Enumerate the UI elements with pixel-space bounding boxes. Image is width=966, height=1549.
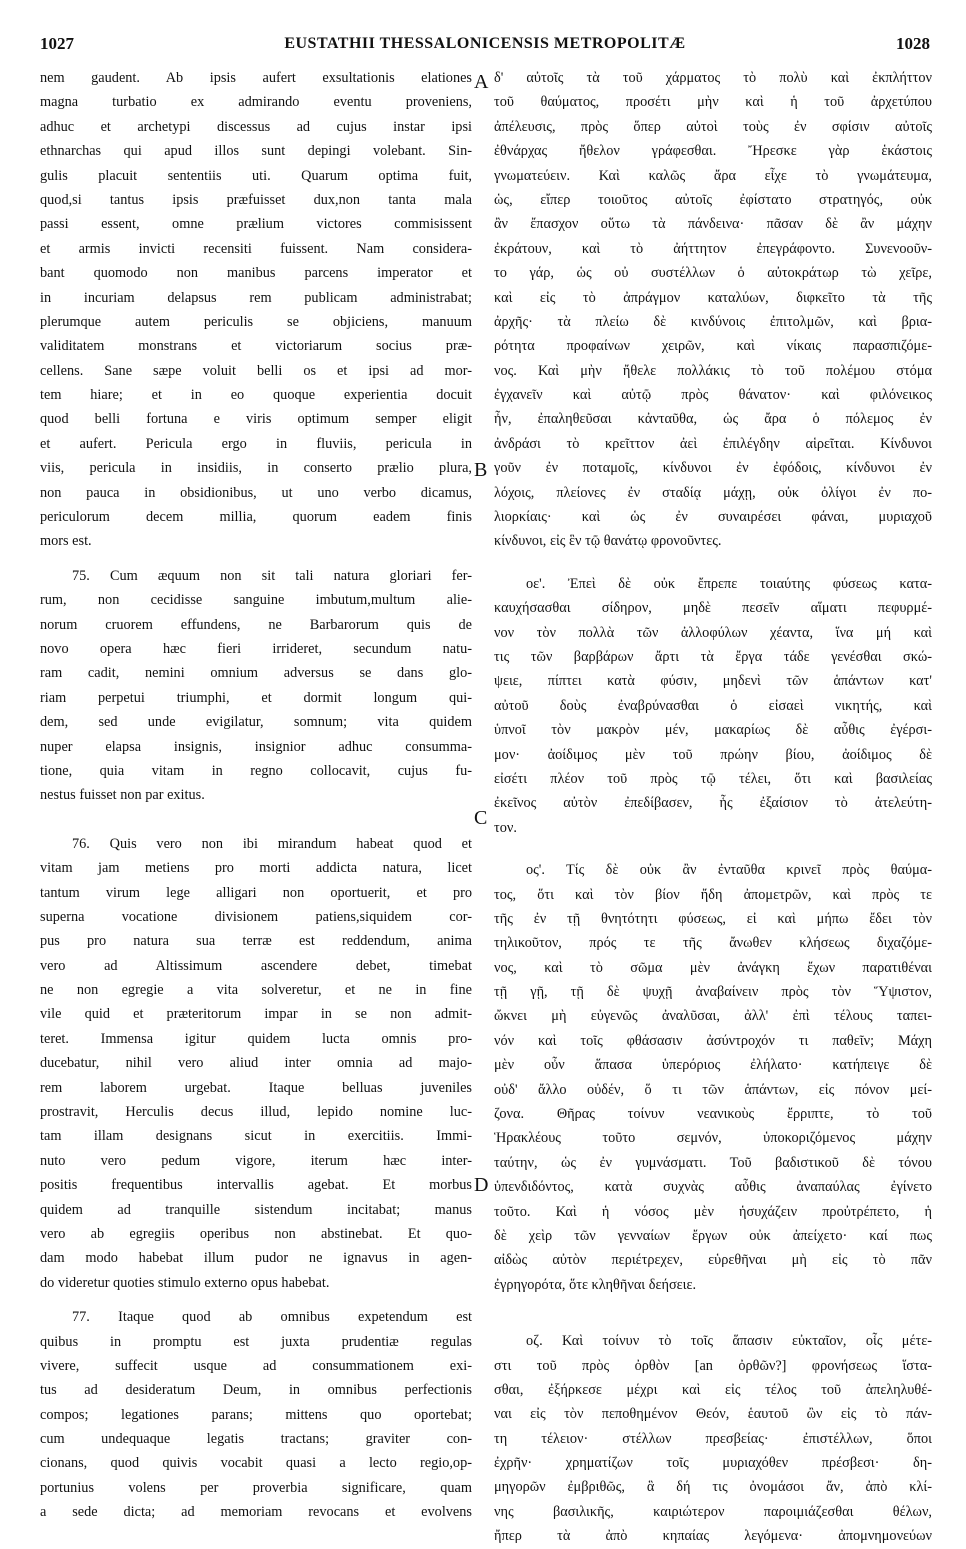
- margin-letter-c: C: [474, 807, 488, 829]
- text-line: periculorum decem millia, quorum eadem finis: [40, 509, 472, 526]
- text-line: riam perpetui triumphi, et dormit longum qui-: [40, 689, 472, 706]
- latin-paragraph-76: [40, 832, 472, 1295]
- text-line: cum undequaque legatis tractans; graviter con-: [40, 1431, 472, 1448]
- text-line: pus pro natura sua terræ est reddendum, anima: [40, 933, 472, 950]
- text-line: οε'. Ἐπεὶ δὲ οὐκ ἔπρεπε τοιαύτης φύσεως κατα-: [526, 575, 932, 592]
- text-line: τις τῶν βαρβάρων ἄρτι τὰ ἔργα τάδε γενέσθαι σκώ-: [494, 648, 932, 665]
- text-line: tem hiare; et in eo quoque experientia docuit: [40, 387, 472, 404]
- text-line: viis, pericula in insidiis, in conserto prælio plura,: [40, 460, 472, 477]
- text-line: δ' αὐτοῖς τὰ τοῦ χάρματος τὸ πολὺ καὶ ἐκπλήττον: [494, 70, 932, 86]
- text-line: μηγορῶν ἐμβριθῶς, ἃ δή τις ὀνομάσοι ἄν, ἀπὸ κλί-: [494, 1479, 932, 1496]
- text-line: τῇ γῇ, τῇ δὲ ψυχῇ ἀναβαίνειν πρὸς τὸν Ὕψιστον,: [494, 984, 932, 1001]
- text-line: νης βασιλικῆς, καιριώτερον παροιμιάζεσθαι θέλων,: [494, 1503, 932, 1520]
- text-line: γνωματεύειν. Καὶ καλῶς ἄρα εἶχε τὸ γνωμάτευμα,: [494, 167, 932, 184]
- text-line: ὑπνοῖ τὸν μακρὸν μέν, μακαρίως δὲ αὖθις ἐγέρσι-: [494, 722, 932, 739]
- text-line: λόχοις, πλείονες ἐν σταδίᾳ μάχῃ, οὐκ ὀλίγοι ἐν πο-: [494, 484, 932, 501]
- text-line: quibus in promptu est juxta prudentiæ regulas: [40, 1333, 472, 1350]
- text-line: tantum virum lege alligari non oportuerit, et pro: [40, 884, 472, 901]
- text-line: 76. Quis vero non ibi mirandum habeat quod et: [72, 835, 472, 852]
- text-line: superna vocatione divisionem patiens,siquidem cor-: [40, 908, 472, 925]
- page-number-right: 1028: [896, 34, 930, 53]
- running-title: EUSTATHII THESSALONICENSIS METROPOLITÆ: [284, 35, 686, 52]
- text-line: non pauca in obsidionibus, ut uno verbo dicamus,: [40, 484, 472, 501]
- text-line: τος, ὅτι καὶ τὸν βίον ἤδη ἀπομετρῶν, καὶ πρὸς τε: [494, 886, 932, 903]
- text-line: ἐγχανεῖν καὶ αὐτῷ πρὸς θάνατον· καὶ φιλόνεικος: [494, 387, 932, 404]
- margin-letter-d: D: [474, 1174, 489, 1196]
- text-line: rum, non cecidisse sanguine imbutum,multum alie-: [40, 592, 472, 609]
- text-line: Ἡρακλέους τοῦτο σεμνόν, ὑποκοριζόμενος μάχην: [494, 1130, 932, 1147]
- text-line: prostravit, Herculis decus illud, lepido nomine luc-: [40, 1104, 472, 1121]
- text-line: magna turbatio ex admirando eventu proveniens,: [40, 94, 472, 111]
- text-line: ὡς, εἴπερ τοιοῦτος αὐτοῖς ἐφίστατο στρατηγός, οὐκ: [494, 191, 932, 208]
- text-line: ἐθνάρχας ἤθελον γράφεσθαι. Ἤρεσκε γὰρ ἑκάστοις: [494, 143, 932, 160]
- text-line: ζονα. Θῆρας τοίνυν νεανικοὺς ἔρριπτε, τὸ τοῦ: [494, 1106, 932, 1123]
- text-line: νος. Καὶ μὴν ἤθελε πολλάκις τὸ τοῦ πολέμου στόμα: [494, 362, 932, 379]
- text-line: ὤκνει μὴ εὐγενῶς ἀναλῦσαι, ἀλλ' ἐπὶ τέλους ταπει-: [494, 1008, 932, 1025]
- text-line: vitam jam metiens pro morti addicta natura, licet: [40, 860, 472, 877]
- text-line: teret. Immensa igitur quidem lucta omnis pro-: [40, 1030, 472, 1047]
- text-line: rem laborem urgebat. Itaque belluas juveniles: [40, 1079, 472, 1096]
- running-header: [40, 34, 930, 60]
- greek-column: [494, 66, 932, 1549]
- text-line: nuper elapsa insignis, insignior adhuc consumma-: [40, 738, 472, 755]
- text-line: καυχήσασθαι σίδηρον, μηδὲ πεσεῖν αἵματι πεφυρμέ-: [494, 600, 932, 617]
- text-line: ναι εἰς τὸν πεποθημένον Θεόν, ἑαυτοῦ ὢν εἰς τὸ πάν-: [494, 1406, 932, 1423]
- margin-letter-b: B: [474, 459, 488, 481]
- text-line: in incuriam delapsus rem publicam administrabat;: [40, 289, 472, 306]
- text-line: νος, καὶ τὸ σῶμα μὲν ἀνάγκη ἔχων παρατιθέναι: [494, 959, 932, 976]
- text-line: οζ. Καὶ τοίνυν τὸ τοῖς ἅπασιν εὐκταῖον, οἷς μέτε-: [526, 1333, 932, 1350]
- text-line: cionans, quod quivis vocabit quasi a lecto regio,op-: [40, 1455, 472, 1472]
- greek-paragraph-76: [494, 858, 932, 1297]
- text-line: ψειε, πίπτει κατὰ φύσιν, μηδενὶ τῶν ἁπάντων κατ': [494, 673, 932, 690]
- text-line: et armis invicti recensiti fuissent. Nam considera-: [40, 240, 472, 257]
- text-line: portunius volens per proverbia significare, quam: [40, 1479, 472, 1496]
- text-line: γοῦν ἐν ποταμοῖς, κίνδυνοι ἐν ἐφόδοις, κίνδυνοι ἐν: [494, 460, 932, 477]
- text-line: στι τοῦ πρὸς ὀρθὸν [an ὀρθῶν?] φρονήσεως ἵστα-: [494, 1357, 932, 1374]
- text-line: νόν καὶ τοῖς φθάσασιν ἀσύντροχόν τι παθεῖν; Μάχη: [494, 1032, 932, 1049]
- text-line: τον.: [494, 819, 517, 836]
- text-line: ne non egregie a vita solveretur, et ne in fine: [40, 982, 472, 999]
- text-line: ἂν ἔπασχον οὕτω τὰ πάνδεινα· πᾶσαν δὲ ἂν μάχην: [494, 216, 932, 233]
- text-line: plerumque autem periculis se objiciens, manuum: [40, 313, 472, 330]
- text-line: τῆς ἐν τῇ θνητότητι φύσεως, εἰ καὶ μήπω ἔδει τὸν: [494, 910, 932, 927]
- latin-column: [40, 66, 472, 1525]
- text-line: ducebatur, nihil vero aliud inter omnia ad majo-: [40, 1055, 472, 1072]
- text-line: ἐκεῖνος αὐτὸν ἐπεδίβασεν, ἧς ἐξαίσιον τὸ ἀτελεύτη-: [494, 795, 932, 812]
- text-line: et aufert. Pericula ergo in fluviis, pericula in: [40, 435, 472, 452]
- text-line: οὐδ' ἄλλο οὐδέν, ὅ τι τῶν ἁπάντων, εἰς πόνον μεί-: [494, 1081, 932, 1098]
- text-line: δὲ χεὶρ τῶν γενναίων ἔργων οὐκ ἀπείχετο· καί πως: [494, 1227, 932, 1244]
- text-line: positis frequentibus intervallis agebat. Et morbus: [40, 1177, 472, 1194]
- text-line: ἐχρῆν· χρηματίζων τοῖς μυριαχόθεν πρέσβεσι· δη-: [494, 1455, 932, 1472]
- text-line: a sede dicta; ad memoriam revocans et evolvens: [40, 1504, 472, 1521]
- text-line: novo opera hæc fieri irrideret, secundum natu-: [40, 640, 472, 657]
- text-line: λιορκίαις· καὶ ὡς ἐν συναιρέσει φάναι, μυριαχοῦ: [494, 509, 932, 526]
- latin-paragraph-75: [40, 564, 472, 808]
- text-line: μον· ἀοίδιμος μὲν τοῦ πρώην βίου, ἀοίδιμος δὲ: [494, 746, 932, 763]
- text-line: tione, quia vitam in regno collocavit, cujus fu-: [40, 762, 472, 779]
- greek-paragraph-77: [494, 1329, 932, 1549]
- text-line: μὲν οὖν ἅπασα ὑπερόριος ἐλήλατο· κατήπειγε δὲ: [494, 1057, 932, 1074]
- text-line: ἐκράτουν, καὶ τὸ ἀήττητον ἐπεγράφοντο. Συνενοοῦν-: [494, 240, 932, 257]
- text-line: passi essent, omne prælium victores commisissent: [40, 216, 472, 233]
- text-line: dem, sed unde evigilatur, somnum; vita quidem: [40, 714, 472, 731]
- margin-letter-a: A: [474, 71, 489, 93]
- text-line: nuto vero pedum vigore, iterum hæc inter-: [40, 1152, 472, 1169]
- page-number-left: 1027: [40, 34, 74, 53]
- text-line: ethnarchas qui apud illos sunt depingi volebant. Sin-: [40, 143, 472, 160]
- text-line: nem gaudent. Ab ipsis aufert exsultationis elationes: [40, 70, 472, 86]
- text-line: νον τὸν πολλὰ τῶν ἀλλοφύλων χέαντα, ἵνα μή καὶ: [494, 624, 932, 641]
- text-line: tam illam designans sicut in exercitiis. Immi-: [40, 1128, 472, 1145]
- text-line: vivere, suffecit usque ad consummationem exi-: [40, 1357, 472, 1374]
- text-line: tus ad desideratum Deum, in omnibus perfectionis: [40, 1382, 472, 1399]
- text-line: validitatem monstrans et victoriarum socius præ-: [40, 338, 472, 355]
- text-line: τοῦτο. Καὶ ἡ νόσος μὲν ἡσυχάζειν προὐτρέπετο, ἡ: [494, 1203, 932, 1220]
- text-line: gulis placuit sententiis uti. Quarum optima fuit,: [40, 167, 472, 184]
- latin-paragraph-77: [40, 1305, 472, 1525]
- greek-paragraph-75: [494, 572, 932, 840]
- text-line: nestus fuisset non par exitus.: [40, 787, 205, 804]
- text-line: bant quomodo non manibus parcens imperator et: [40, 265, 472, 282]
- text-line: ὑπενδιδόντος, κατὰ συχνὰς αὖθις ἀναπαύλας ἐγίνετο: [494, 1179, 932, 1196]
- text-line: ταύτην, ὡς ἐν γυμνάσματι. Τοῦ βαδιστικοῦ δὲ τόνου: [494, 1154, 932, 1171]
- text-line: ἦν, ἐπαληθεῦσαι κἀνταῦθα, ὡς ἄρα ὁ πόλεμος ἐν: [494, 411, 932, 428]
- text-line: ἤπερ τὰ ἀπὸ κηπαίας λεγόμενα· ἀπομνημονεύων: [494, 1528, 932, 1545]
- text-line: τοῦ θαύματος, προσέτι μὴν καὶ ἡ τοῦ ἀρχετύπου: [494, 94, 932, 111]
- text-line: σθαι, ἐξήρκεσε μέχρι καὶ εἰς τέλος τοῦ ἀπεληλυθέ-: [494, 1381, 932, 1398]
- text-line: τη τέλειον· στέλλων πρεσβείας· ἐπιστέλλων, ὅποι: [494, 1430, 932, 1447]
- text-line: αὐτοῦ δοὺς ἐναβρύνασθαι ὁ εἰσαεὶ νικητής, καὶ: [494, 697, 932, 714]
- text-line: quidem ad tranquille sistendum incitabat; manus: [40, 1201, 472, 1218]
- text-line: ἀνδράσι τὸ κρεῖττον ἀεὶ ἐπιλέγδην αἱρεῖται. Κίνδυνοι: [494, 435, 932, 452]
- text-line: adhuc et archetypi discessus ad cujus instar ipsi: [40, 118, 472, 135]
- text-line: κίνδυνοι, εἰς ἓν τῷ θανάτῳ φρονοῦντες.: [494, 533, 722, 550]
- text-line: norum cruorem effundens, ne Barbarorum quis de: [40, 616, 472, 633]
- text-line: quod belli fortuna e viris optimum semper eligit: [40, 411, 472, 428]
- text-line: vero ad Altissimum ascendere debet, timebat: [40, 957, 472, 974]
- text-line: vero ab egregiis operibus non abstinebat. Et quo-: [40, 1225, 472, 1242]
- text-line: ος'. Τίς δὲ οὐκ ἂν ἐνταῦθα κρινεῖ πρὸς θαύμα-: [526, 862, 932, 879]
- text-line: εἰσέτι πλέον τοῦ πρὸς τῷ τέλει, ὅτι καὶ βασιλείας: [494, 770, 932, 787]
- text-line: ἀρχῆς· τὰ πλείω δὲ κινδύνοις ἐπιτολμῶν, καὶ βρια-: [494, 313, 932, 330]
- text-line: αἰδὼς αὐτὸν περιέτρεχεν, εὑρεθῆναι μὴ εἰς τὸ πᾶν: [494, 1252, 932, 1269]
- text-line: ρότητα προφαίνων χειρῶν, καὶ νίκαις παρασπιζόμε-: [494, 338, 932, 355]
- text-line: 75. Cum æquum non sit tali natura gloriari fer-: [72, 567, 472, 584]
- text-line: καὶ εἰς τὸ ἀπράγμον καταλύων, διφκεῖτο τὰ τῆς: [494, 289, 932, 306]
- text-line: 77. Itaque quod ab omnibus expetendum est: [72, 1309, 472, 1326]
- text-line: ram cadit, nemini omnium adversus se dans glo-: [40, 665, 472, 682]
- text-line: ἀπέλευσις, πρὸς ὅπερ αὐτοὶ τοὺς ἐν σφίσιν αὐτοῖς: [494, 118, 932, 135]
- text-line: το γάρ, ὡς οὐ συστέλλων ὁ αὐτοκράτωρ τὼ χεῖρε,: [494, 265, 932, 282]
- text-line: dam modo habebat illum pudor ne ignavus in agen-: [40, 1250, 472, 1267]
- text-line: quod,si tantus ipsis præfuisset dux,non tanta mala: [40, 191, 472, 208]
- text-line: τηλικοῦτον, πρός τε τῆς ἄνωθεν κλήσεως διχαζόμε-: [494, 935, 932, 952]
- text-line: mors est.: [40, 533, 92, 550]
- text-line: compos; legationes parans; mittens quo oportebat;: [40, 1406, 472, 1423]
- greek-paragraph-continued: [494, 66, 932, 554]
- text-line: vile quid et præteritorum impar in se non admit-: [40, 1006, 472, 1023]
- text-line: do videretur quoties stimulo externo opus habebat.: [40, 1274, 330, 1291]
- latin-paragraph-continued: [40, 66, 472, 554]
- text-line: cellens. Sane sæpe voluit belli os et ipsi ad mor-: [40, 362, 472, 379]
- text-line: ἐγρηγορότα, ὅτε κληθῆναι δεήσειε.: [494, 1276, 697, 1293]
